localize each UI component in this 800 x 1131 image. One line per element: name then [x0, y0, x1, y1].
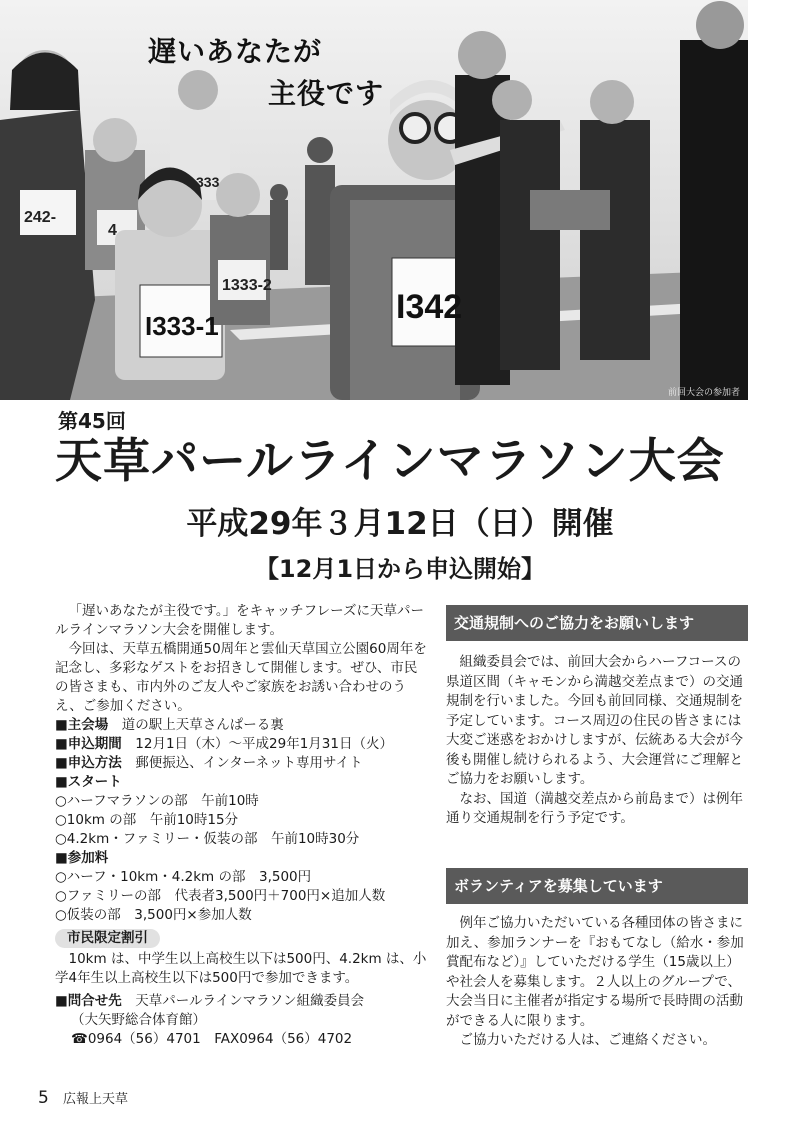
- bib-number: 242-: [24, 209, 57, 226]
- intro-paragraph-2: 今回は、天草五橋開通50周年と雲仙天草国立公園60周年を記念し、多彩なゲストをお招きして開催します。ぜひ、市民の皆さまも、市内外のご友人やご家族をお誘い合わせのうえ、ご参加ください。: [55, 641, 427, 714]
- page-footer: [38, 1088, 128, 1108]
- edition-label: 第45回: [58, 409, 126, 433]
- fee-item: ○ハーフ・10km・4.2km の部 3,500円: [55, 869, 312, 885]
- fee-item: ○ファミリーの部 代表者3,500円＋700円×追加人数: [55, 888, 386, 904]
- event-title: 天草パールラインマラソン大会: [55, 434, 725, 489]
- start-label: ■スタート: [55, 774, 122, 790]
- venue-row: [55, 716, 430, 735]
- contact-value: 天草パールラインマラソン組織委員会: [135, 993, 365, 1009]
- application-period-row: [55, 735, 430, 754]
- bib-number: 333: [196, 174, 220, 190]
- page-number: 5: [38, 1088, 49, 1108]
- traffic-paragraph: 組織委員会では、前回大会からハーフコースの県道区間（キャモンから満越交差点まで）の交通規制を行いました。今回も前回同様、交通規制を予定しています。コース周辺の住民の皆さまには大変ご迷惑をおかけしますが、伝統ある大会が今後も開催し続けられるよう、大会運営にご理解とご協力をお願いします。: [446, 654, 743, 787]
- volunteer-paragraph-2: ご協力いただける人は、ご連絡ください。: [459, 1032, 716, 1048]
- volunteer-paragraph: 例年ご協力いただいている各種団体の皆さまに加え、参加ランナーを『おもてなし（給水・参加賞配布など）』していただける学生（15歳以上）や社会人を募集します。２人以上のグループで、大会当日に主催者が指定する場所で長時間の活動ができる人に限ります。: [446, 915, 744, 1029]
- discount-text: 10km は、中学生以上高校生以下は500円、4.2km は、小学4年生以上高校生以下は500円で参加できます。: [55, 951, 427, 986]
- bib-number: 4: [108, 222, 117, 239]
- citizen-discount-badge: 市民限定割引: [55, 929, 160, 948]
- intro-paragraph: 「遅いあなたが主役です。」をキャッチフレーズに天草パールラインマラソン大会を開催します。: [55, 603, 424, 638]
- runners-illustration: [0, 0, 748, 400]
- publication-name: 広報上天草: [62, 1092, 128, 1107]
- application-method-label: ■申込方法: [55, 755, 122, 771]
- contact-phone: ☎0964（56）4701 FAX0964（56）4702: [71, 1031, 353, 1047]
- application-method-row: [55, 754, 430, 773]
- fee-item: ○仮装の部 3,500円×参加人数: [55, 907, 252, 923]
- application-period-banner: 【12月1日から申込開始】: [254, 555, 546, 583]
- bib-number: I342: [396, 288, 463, 326]
- volunteer-heading: ボランティアを募集しています: [446, 868, 748, 904]
- venue-label: ■主会場: [55, 717, 109, 733]
- start-item: ○4.2km・ファミリー・仮装の部 午前10時30分: [55, 831, 360, 847]
- venue-value: 道の駅上天草さんぱーる裏: [121, 717, 284, 733]
- traffic-section: [446, 653, 748, 829]
- event-details-column: [55, 602, 430, 1049]
- event-date: 平成29年３月12日（日）開催: [186, 506, 614, 542]
- application-period-label: ■申込期間: [55, 736, 122, 752]
- start-item: ○ハーフマラソンの部 午前10時: [55, 793, 259, 809]
- volunteer-section: [446, 914, 748, 1051]
- application-method-value: 郵便振込、インターネット専用サイト: [135, 755, 363, 771]
- fee-label: ■参加料: [55, 850, 109, 866]
- contact-label: ■問合せ先: [55, 993, 122, 1009]
- start-item: ○10km の部 午前10時15分: [55, 812, 239, 828]
- contact-place: （大矢野総合体育館）: [71, 1012, 206, 1028]
- catchphrase-line2: 主役です: [268, 77, 385, 110]
- catchphrase-line1: 遅いあなたが: [148, 35, 323, 68]
- bib-number: I333-1: [145, 311, 219, 341]
- marathon-photo: [0, 0, 748, 400]
- bib-number: 1333-2: [222, 277, 272, 294]
- photo-credit: 前回大会の参加者: [667, 388, 740, 398]
- traffic-heading: 交通規制へのご協力をお願いします: [446, 605, 748, 641]
- contact-row: [55, 992, 430, 1011]
- traffic-paragraph-2: なお、国道（満越交差点から前島まで）は例年通り交通規制を行う予定です。: [446, 790, 743, 826]
- application-period-value: 12月1日（木）～平成29年1月31日（火）: [135, 736, 393, 752]
